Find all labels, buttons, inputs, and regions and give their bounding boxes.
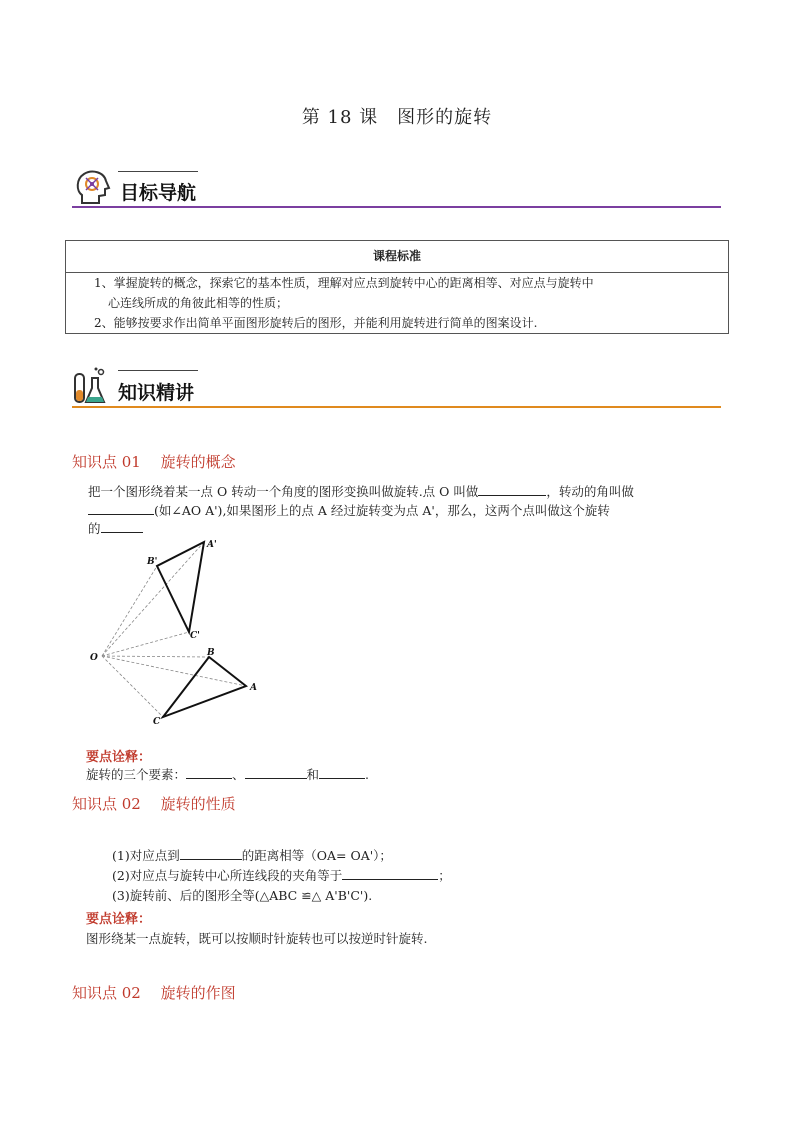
lab-flask-icon — [70, 366, 112, 408]
section-accent-line — [118, 171, 198, 172]
course-standards-table — [65, 240, 729, 334]
section-title-knowledge: 知识精讲 — [118, 382, 195, 404]
standard-item-1-line-2: 心连线所成的角彼此相等的性质； — [108, 296, 289, 310]
page-title: 第 18 课 图形的旋转 — [301, 107, 493, 128]
kp2-text: 的距离相等（OA= OA'）； — [241, 848, 392, 863]
kp2-property-1 — [112, 846, 392, 865]
label-A-prime: A' — [207, 540, 217, 550]
fill-blank[interactable] — [101, 519, 143, 533]
knowledge-point-01-heading: 知识点 01 旋转的概念 — [72, 453, 236, 471]
kp2-text: (2)对应点与旋转中心所连线段的夹角等于 — [112, 868, 343, 883]
kp2-text: ； — [438, 868, 451, 883]
section-title-goal: 目标导航 — [120, 182, 197, 204]
label-B-prime: B' — [147, 557, 158, 567]
kp1-note-end: . — [365, 767, 370, 782]
section-rule-knowledge — [72, 406, 721, 408]
kp2-note-title: 要点诠释： — [86, 912, 152, 927]
kp2-text: (1)对应点到 — [112, 848, 180, 863]
kp1-text: 把一个图形绕着某一点 O 转动一个角度的图形变换叫做旋转.点 O 叫做 — [88, 484, 479, 499]
kp2-note-text: 图形绕某一点旋转，既可以按顺时针旋转也可以按逆时针旋转. — [86, 931, 428, 946]
knowledge-point-02-heading: 知识点 02 旋转的性质 — [72, 795, 236, 813]
fill-blank[interactable] — [180, 846, 242, 860]
label-C-prime: C' — [190, 631, 200, 641]
kp1-text: (如∠AO A'),如果图形上的点 A 经过旋转变为点 A'，那么，这两个点叫做这个旋转 — [154, 503, 610, 518]
kp1-paragraph-line-1 — [88, 482, 634, 501]
triangle-abc — [163, 657, 246, 717]
kp1-note-line — [86, 765, 369, 784]
kp1-text: 的 — [88, 521, 101, 536]
kp2-property-3: (3)旋转前、后的图形全等(△ABC ≌△ A'B'C'). — [112, 888, 373, 903]
kp1-note-text: 旋转的三个要素： — [86, 767, 187, 782]
section-rule-goal — [72, 206, 721, 208]
rotation-figure — [85, 535, 275, 735]
fill-blank[interactable] — [245, 765, 307, 779]
fill-blank[interactable] — [186, 765, 232, 779]
kp1-note-sep: 、 — [232, 767, 245, 782]
fill-blank[interactable] — [88, 501, 154, 515]
label-A: A — [250, 683, 257, 693]
fill-blank[interactable] — [319, 765, 365, 779]
label-B: B — [207, 648, 215, 658]
standard-item-2: 2、能够按要求作出简单平面图形旋转后的图形，并能利用旋转进行简单的图案设计. — [94, 316, 538, 330]
label-C: C — [153, 717, 161, 727]
head-gear-icon — [72, 167, 114, 209]
label-O: O — [90, 653, 98, 663]
dashed-connectors — [102, 542, 246, 717]
kp1-note-title: 要点诠释： — [86, 750, 152, 765]
standard-item-1-line-1: 1、掌握旋转的概念，探索它的基本性质，理解对应点到旋转中心的距离相等、对应点与旋转中 — [94, 276, 594, 290]
fill-blank[interactable] — [478, 482, 546, 496]
fill-blank[interactable] — [342, 866, 438, 880]
section-accent-line — [118, 370, 198, 371]
kp1-note-sep: 和 — [306, 767, 320, 782]
knowledge-point-03-heading: 知识点 02 旋转的作图 — [72, 984, 236, 1002]
table-header: 课程标准 — [66, 241, 728, 273]
kp2-property-2 — [112, 866, 451, 885]
kp1-paragraph-line-2 — [88, 501, 610, 520]
kp1-text: ，转动的角叫做 — [546, 484, 634, 499]
